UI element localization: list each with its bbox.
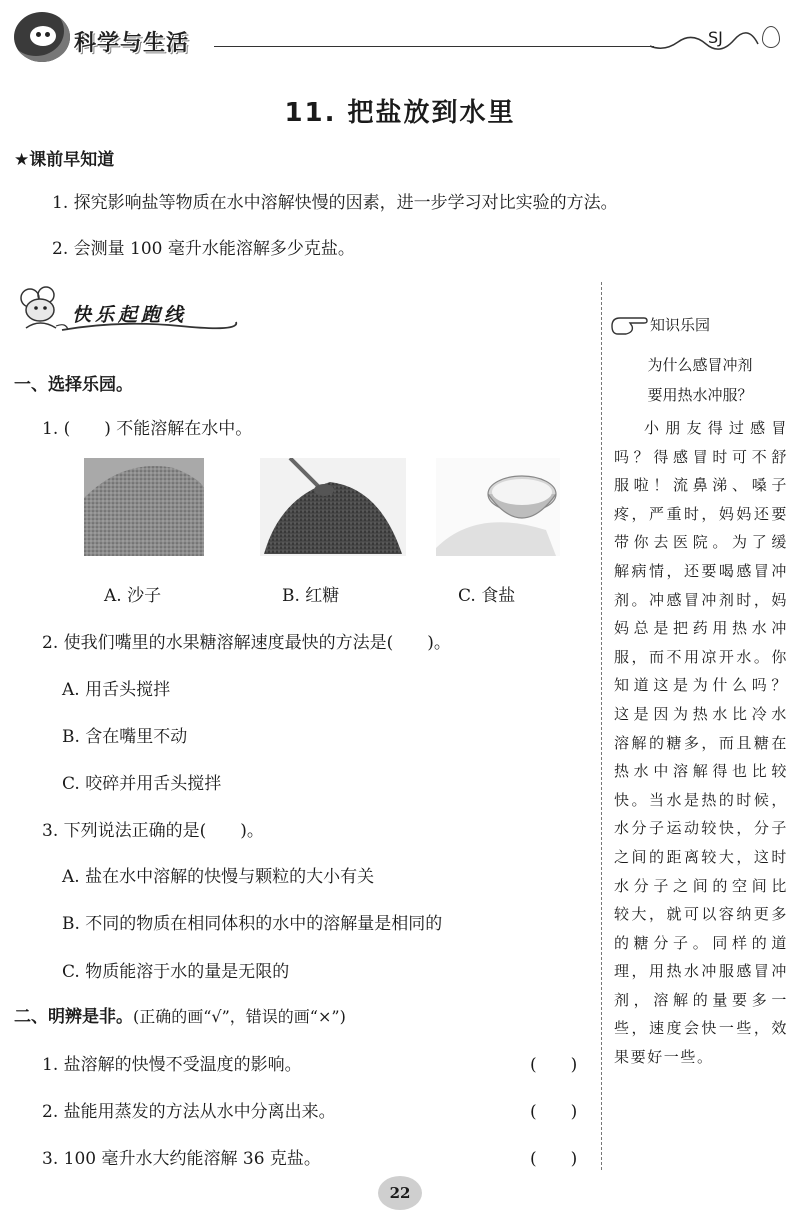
salt-image — [436, 458, 560, 556]
preview-item: 1. 探究影响盐等物质在水中溶解快慢的因素，进一步学习对比实验的方法。 — [52, 193, 618, 213]
sand-image — [84, 458, 204, 556]
sidebar-line: 果要好一些。 — [614, 1048, 714, 1067]
tf-answer-blank-1[interactable]: ( ) — [530, 1055, 578, 1075]
sidebar-line: 热水中溶解得也比较 — [614, 762, 788, 781]
q2-stem: 2. 使我们嘴里的水果糖溶解速度最快的方法是( )。 — [42, 633, 451, 653]
lesson-title: 11. 把盐放到水里 — [284, 98, 516, 128]
sidebar-line: 较大，就可以容纳更多 — [614, 905, 788, 924]
sidebar-line: 解病情，还要喝感冒冲 — [614, 561, 788, 580]
sidebar-line: 疼，严重时，妈妈还要 — [614, 504, 788, 523]
q1-stem: 1. ( ) 不能溶解在水中。 — [42, 419, 253, 439]
tf-answer-blank-2[interactable]: ( ) — [530, 1102, 578, 1122]
tf-item-2: 2. 盐能用蒸发的方法从水中分离出来。 — [42, 1102, 336, 1122]
banner-swoosh-decoration — [60, 318, 238, 334]
sidebar-line: 溶解的糖多，而且糖在 — [614, 733, 788, 752]
brown-sugar-image — [260, 458, 406, 556]
q1-option-b: B. 红糖 — [282, 586, 340, 606]
sidebar-line: 快。当水是热的时候， — [614, 790, 788, 809]
sidebar-line: 服啦！流鼻涕、嗓子 — [614, 476, 788, 495]
part2-heading: 二、明辨是非。 — [14, 1007, 133, 1027]
sidebar-line: 水分子运动较快，分子 — [614, 819, 788, 838]
q3-option-a: A. 盐在水中溶解的快慢与颗粒的大小有关 — [62, 867, 375, 887]
brand-name: 科学与生活 — [74, 31, 190, 56]
column-divider — [601, 282, 602, 1170]
logo-eye-icon — [45, 32, 50, 37]
sidebar-heading: 知识乐园 — [650, 316, 711, 334]
tf-answer-blank-3[interactable]: ( ) — [530, 1149, 578, 1169]
series-code: SJ — [708, 28, 723, 47]
sidebar-line: 理，用热水冲服感冒冲 — [614, 962, 788, 981]
q3-option-b: B. 不同的物质在相同体积的水中的溶解量是相同的 — [62, 914, 443, 934]
q2-option-a: A. 用舌头搅拌 — [62, 680, 171, 700]
sidebar-title-line2: 要用热水冲服？ — [647, 386, 753, 404]
q2-option-c: C. 咬碎并用舌头搅拌 — [62, 774, 222, 794]
sidebar-line: 带你去医院。为了缓 — [614, 533, 788, 552]
q3-option-c: C. 物质能溶于水的量是无限的 — [62, 962, 290, 982]
tf-item-1: 1. 盐溶解的快慢不受温度的影响。 — [42, 1055, 302, 1075]
sidebar-line: 知道这是为什么吗？ — [614, 676, 788, 695]
q1-option-c: C. 食盐 — [458, 586, 516, 606]
brand-logo-face — [30, 26, 56, 46]
q3-stem: 3. 下列说法正确的是( )。 — [42, 821, 264, 841]
sidebar-body — [614, 414, 788, 1072]
preview-heading: ★课前早知道 — [14, 150, 115, 170]
pointing-hand-icon — [610, 314, 648, 336]
preview-item: 2. 会测量 100 毫升水能溶解多少克盐。 — [52, 239, 355, 259]
part2-heading-row — [14, 1002, 346, 1027]
sidebar-line: 吗？得感冒时可不舒 — [614, 447, 788, 466]
tf-item-3: 3. 100 毫升水大约能溶解 36 克盐。 — [42, 1149, 321, 1169]
page-number: 22 — [378, 1176, 422, 1210]
logo-eye-icon — [36, 32, 41, 37]
part1-heading: 一、选择乐园。 — [14, 375, 133, 395]
sidebar-line: 剂，溶解的量要多一 — [614, 990, 788, 1009]
part2-instruction: (正确的画“√”，错误的画“×”) — [133, 1007, 346, 1026]
sidebar-line: 之间的距离较大，这时 — [614, 847, 788, 866]
sidebar-line: 水分子之间的空间比 — [614, 876, 788, 895]
sidebar-line: 妈总是把药用热水冲 — [614, 619, 788, 638]
sidebar-line: 剂。冲感冒冲剂时，妈 — [614, 590, 788, 609]
q2-option-b: B. 含在嘴里不动 — [62, 727, 188, 747]
section-banner: 快乐起跑线 — [72, 304, 188, 326]
q1-option-a: A. 沙子 — [104, 586, 162, 606]
sidebar-title-line1: 为什么感冒冲剂 — [647, 356, 753, 374]
header-rule — [214, 46, 654, 47]
sidebar-line: 这是因为热水比冷水 — [614, 704, 788, 723]
sidebar-line: 小朋友得过感冒 — [644, 419, 788, 437]
droplet-icon — [762, 26, 780, 48]
sidebar-line: 些，速度会快一些，效 — [614, 1019, 788, 1038]
header-wave-decoration — [650, 30, 760, 60]
sidebar-line: 服，而不用凉开水。你 — [614, 647, 788, 666]
sidebar-line: 的糖分子。同样的道 — [614, 933, 788, 952]
